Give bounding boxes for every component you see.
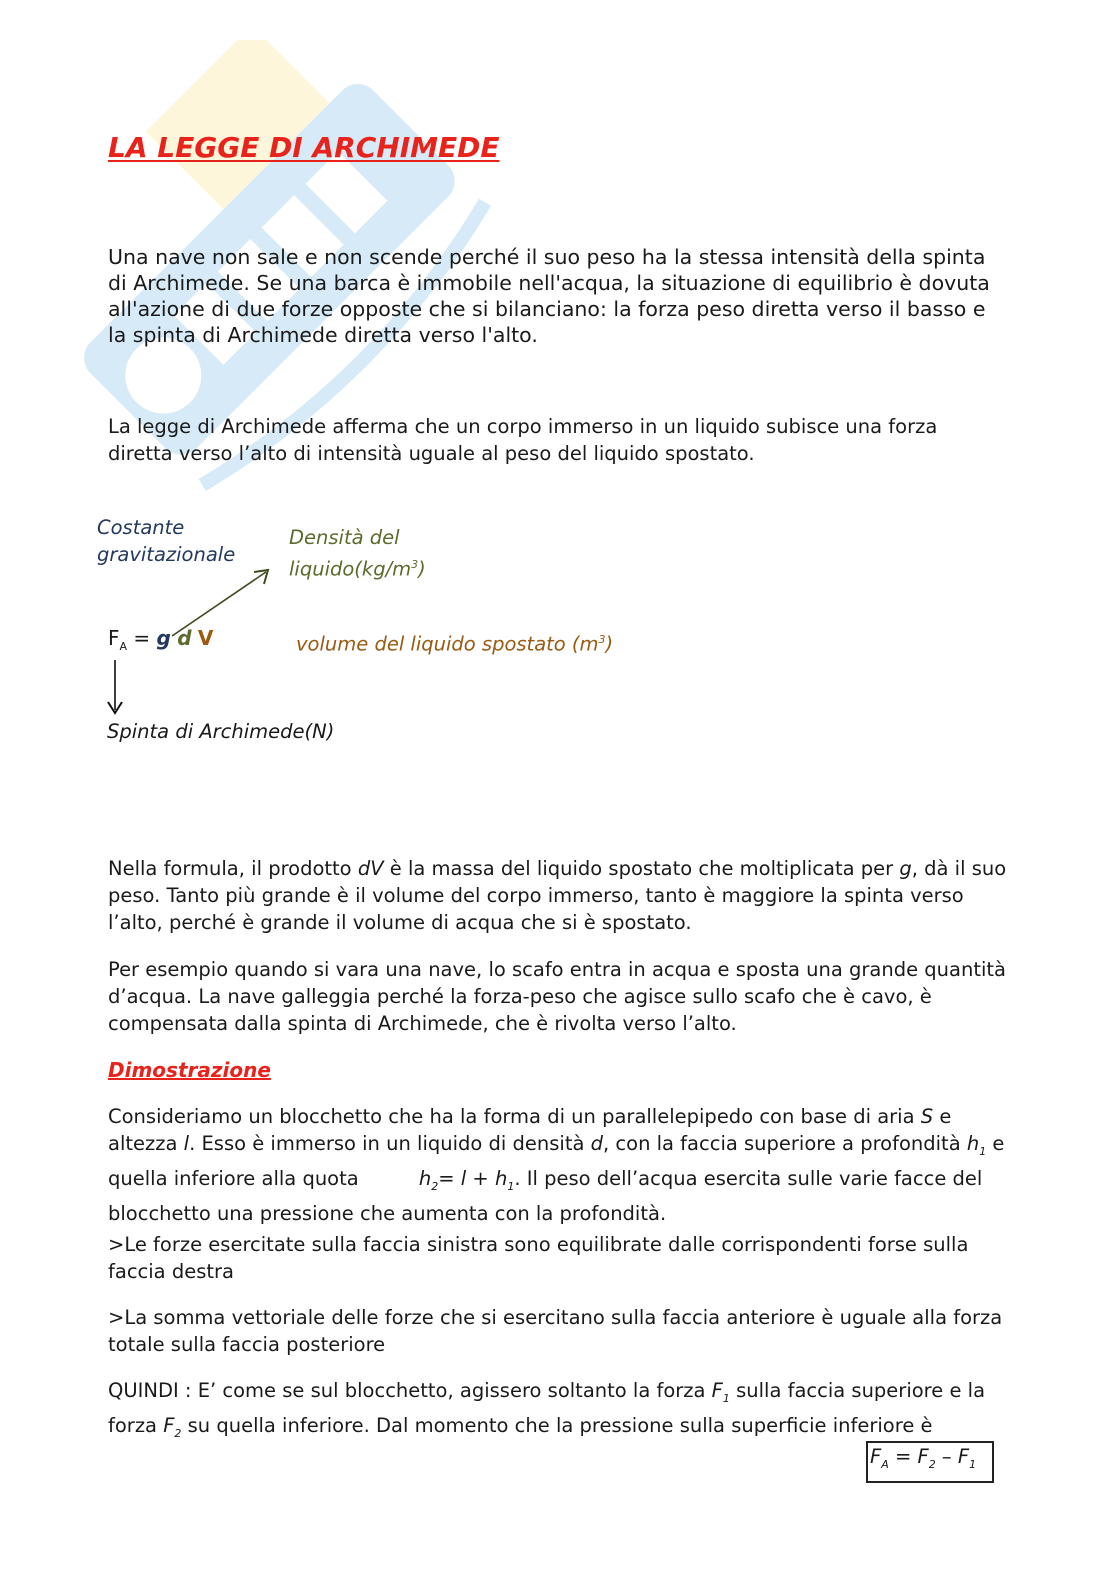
force-arrow xyxy=(104,658,128,718)
label-gravitational-constant: Costante gravitazionale xyxy=(97,516,236,566)
law-paragraph: La legge di Archimede afferma che un corpo immerso in un liquido subisce una forza diretta verso l’alto di intensità uguale al peso del liquido spostato. xyxy=(108,415,938,465)
label-archimedes-thrust: Spinta di Archimede(N) xyxy=(107,720,335,743)
page-title: LA LEGGE DI ARCHIMEDE xyxy=(108,131,500,164)
demonstration-paragraph: Consideriamo un blocchetto che ha la forma di un parallelepipedo con base di aria S e altezza l. Esso è immerso in un liquido di densità d, con la faccia superiore a profondità $h_1$ e quella inferiore alla quota $h_2= l + h_1$. Il peso dell’acqua esercita sulle varie facce del blocchetto una pressione che aumenta con la profondità. xyxy=(108,1105,1005,1225)
conclusion-paragraph: QUINDI : E’ come se sul blocchetto, agissero soltanto la forza $F_1$ sulla faccia superiore e la forza $F_2$ su quella inferiore. Dal momento che la pressione sulla superficie inferiore è xyxy=(108,1379,986,1440)
left-right-faces-paragraph: >Le forze esercitate sulla faccia sinistra sono equilibrate dalle corrispondenti forse sulla faccia destra xyxy=(108,1233,969,1283)
archimedes-formula: $F_A = g$ d V xyxy=(108,626,214,653)
intro-paragraph: Una nave non sale e non scende perché il suo peso ha la stessa intensità della spinta di Archimede. Se una barca è immobile nell'acqua, la situazione di equilibrio è dovuta all'azione di due forze opposte che si bilanciano: la forza peso diretta verso il basso e la spinta di Archimede diretta verso l'alto. xyxy=(108,245,990,347)
formula-explanation-paragraph: Nella formula, il prodotto dV è la massa del liquido spostato che moltiplicata per g, dà il suo peso. Tanto più grande è il volume del corpo immerso, tanto è maggiore la spinta verso l’alto, perché è grande il volume di acqua che si è spostato. xyxy=(108,857,1007,934)
front-back-faces-paragraph: >La somma vettoriale delle forze che si esercitano sulla faccia anteriore è uguale alla forza totale sulla faccia posteriore xyxy=(108,1306,1003,1356)
label-liquid-density: Densità del $liquido(kg/m^3)$ xyxy=(289,526,426,581)
ship-example-paragraph: Per esempio quando si vara una nave, lo scafo entra in acqua e sposta una grande quantità d’acqua. La nave galleggia perché la forza-peso che agisce sullo scafo che è cavo, è compensata dalla spinta di Archimede, che è rivolta verso l’alto. xyxy=(108,958,1006,1035)
label-displaced-volume: volume del liquido spostato $(m^3)$ xyxy=(296,632,614,656)
section-heading-dimostrazione: Dimostrazione xyxy=(108,1058,271,1082)
boxed-equation: $F_A = F_2 - F_1$ xyxy=(866,1441,994,1483)
